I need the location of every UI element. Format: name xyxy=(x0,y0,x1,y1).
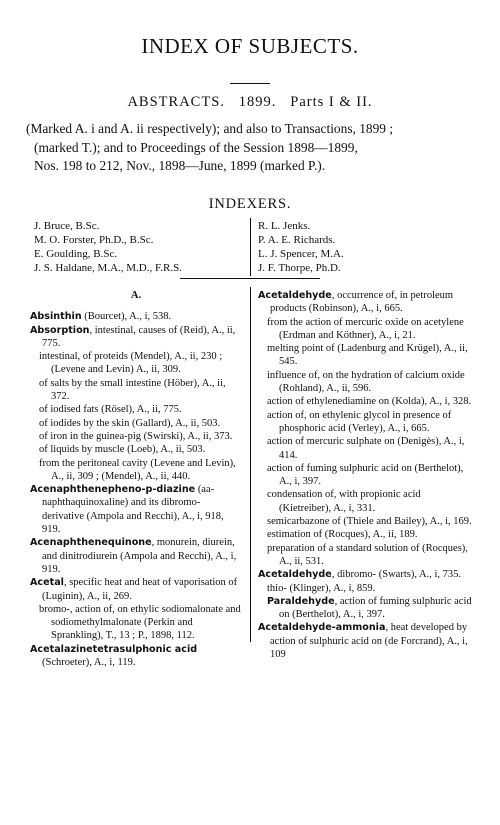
index-entry xyxy=(30,536,242,576)
index-subentry: influence of, on the hydration of calcium oxide (Rohland), A., ii, 596. xyxy=(267,369,465,395)
index-entry xyxy=(30,483,242,536)
entries-left xyxy=(30,310,242,669)
indexer-name: M. O. Forster, Ph.D., B.Sc. xyxy=(34,234,154,246)
index-column-left xyxy=(30,289,242,669)
indexer-name: E. Goulding, B.Sc. xyxy=(34,248,118,260)
entry-text: , heat developed by action of sulphuric acid on (de Forcrand), A., i, 109 xyxy=(270,622,468,661)
entry-text: (aa-naphthaquinoxaline) and its dibromo-derivative (Ampola and Recchi), A., i, 918, 919. xyxy=(42,484,224,536)
index-column-right xyxy=(258,289,472,661)
marked-line: Nos. 198 to 212, Nov., 1898—June, 1899 (marked P.). xyxy=(34,158,326,173)
index-entry xyxy=(258,289,472,316)
entry-heading: Absorption xyxy=(30,324,90,336)
indexer-name: J. Bruce, B.Sc. xyxy=(34,220,100,232)
indexer-name: R. L. Jenks. xyxy=(258,220,311,232)
index-entry xyxy=(258,568,472,581)
indexer-name: P. A. E. Richards. xyxy=(258,234,336,246)
index-subentry: of iron in the guinea-pig (Swirski), A., ii, 373. xyxy=(39,430,233,442)
entry-heading: Acetal xyxy=(30,577,64,589)
index-entry xyxy=(30,576,242,603)
marked-line: (marked T.); and to Proceedings of the Session 1898—1899, xyxy=(34,139,358,155)
entry-heading: Acetaldehyde xyxy=(258,569,332,581)
index-subentry: of liquids by muscle (Loeb), A., ii, 503. xyxy=(39,444,206,456)
page-title: INDEX OF SUBJECTS. xyxy=(141,34,359,58)
entry-text: , monurein, diurein, and dinitrodiurein (Ampola and Recchi), A., i, 919. xyxy=(42,537,237,575)
index-subentry: action of ethylenediamine on (Kolda), A., i, 328. xyxy=(267,396,472,408)
entries-right xyxy=(258,289,472,661)
marked-line: (Marked A. i and A. ii respectively); and also to Transactions, 1899 ; xyxy=(26,121,394,136)
indexer-name: J. F. Thorpe, Ph.D. xyxy=(258,262,341,274)
section-letter: A. xyxy=(130,290,142,301)
index-subentry: action of fuming sulphuric acid on (Berthelot), A., i, 397. xyxy=(267,462,464,488)
index-subentry: thio- (Klinger), A., i, 859. xyxy=(267,582,376,594)
indexers-divider xyxy=(250,218,251,276)
index-subentry: action of mercuric sulphate on (Denigès), A., i, 414. xyxy=(267,436,465,461)
section-rule xyxy=(180,278,320,279)
index-subentry: condensation of, with propionic acid (Kietreiber), A., i, 331. xyxy=(267,489,421,514)
title-rule xyxy=(230,83,270,84)
index-subentry: bromo-, action of, on ethylic sodiomalonate and sodiomethylmalonate (Perkin and Sprankling), T., 13 ; P., 1898, 112. xyxy=(39,603,241,642)
index-subentry: of iodides by the skin (Gallard), A., ii, 503. xyxy=(39,417,221,429)
entry-text: (Bourcet), A., i, 538. xyxy=(81,311,172,323)
indexer-name: L. J. Spencer, M.A. xyxy=(258,248,344,260)
index-subentry: of salts by the small intestine (Höber), A., ii, 372. xyxy=(39,377,226,403)
entry-text: , occurrence of, in petroleum products (Robinson), A., i, 665. xyxy=(270,290,454,315)
index-entry xyxy=(30,643,242,670)
entry-heading: Acetaldehyde xyxy=(258,290,332,301)
indexers-heading: INDEXERS. xyxy=(208,196,292,212)
index-subentry: intestinal, of proteids (Mendel), A., ii, 230 ; (Levene and Levin) A., ii, 309. xyxy=(39,351,223,376)
entry-text: , specific heat and heat of vaporisation of (Luginin), A., ii, 269. xyxy=(42,577,238,602)
index-subentry: of iodised fats (Rösel), A., ii, 775. xyxy=(39,404,182,416)
entry-heading: Paraldehyde xyxy=(267,595,335,607)
entry-heading: Acenaphthenepheno-p-diazine xyxy=(30,484,196,496)
index-entry xyxy=(267,595,472,622)
entry-text: , dibromo- (Swarts), A., i, 735. xyxy=(331,569,462,581)
index-subentry: melting point of (Ladenburg and Krügel), A., ii, 545. xyxy=(267,343,468,368)
entry-heading: Acetalazinetetrasulphonic acid xyxy=(30,643,198,655)
column-divider xyxy=(250,287,251,642)
entry-text: , action of fuming sulphuric acid on (Berthelot), A., i, 397. xyxy=(279,595,472,621)
entry-text: , intestinal, causes of (Reid), A., ii, 775. xyxy=(42,324,236,349)
index-subentry: estimation of (Rocques), A., ii, 189. xyxy=(267,529,418,541)
index-subentry: action of, on ethylenic glycol in presence of phosphoric acid (Verley), A., i, 665. xyxy=(267,409,452,434)
index-subentry: semicarbazone of (Thiele and Bailey), A., i, 169. xyxy=(267,516,472,528)
index-entry xyxy=(30,310,242,323)
indexer-name: J. S. Haldane, M.A., M.D., F.R.S. xyxy=(34,262,182,274)
index-subentry: from the action of mercuric oxide on acetylene (Erdman and Köthner), A., i, 21. xyxy=(267,316,464,341)
entry-text: (Schroeter), A., i, 119. xyxy=(42,657,136,669)
indexers-right xyxy=(258,219,468,275)
index-entry xyxy=(258,621,472,661)
marked-note xyxy=(26,120,474,176)
entry-heading: Acenaphthenequinone xyxy=(30,537,152,549)
entry-heading: Acetaldehyde-ammonia xyxy=(258,622,386,634)
index-entry xyxy=(30,324,242,351)
entry-heading: Absinthin xyxy=(30,311,82,323)
abstracts-heading: ABSTRACTS. 1899. Parts I & II. xyxy=(127,94,373,110)
index-subentry: preparation of a standard solution of (Rocques), A., ii, 531. xyxy=(267,542,468,567)
indexers-left xyxy=(34,219,244,275)
index-subentry: from the peritoneal cavity (Levene and Levin), A., ii, 309 ; (Mendel), A., ii, 440. xyxy=(39,457,236,482)
